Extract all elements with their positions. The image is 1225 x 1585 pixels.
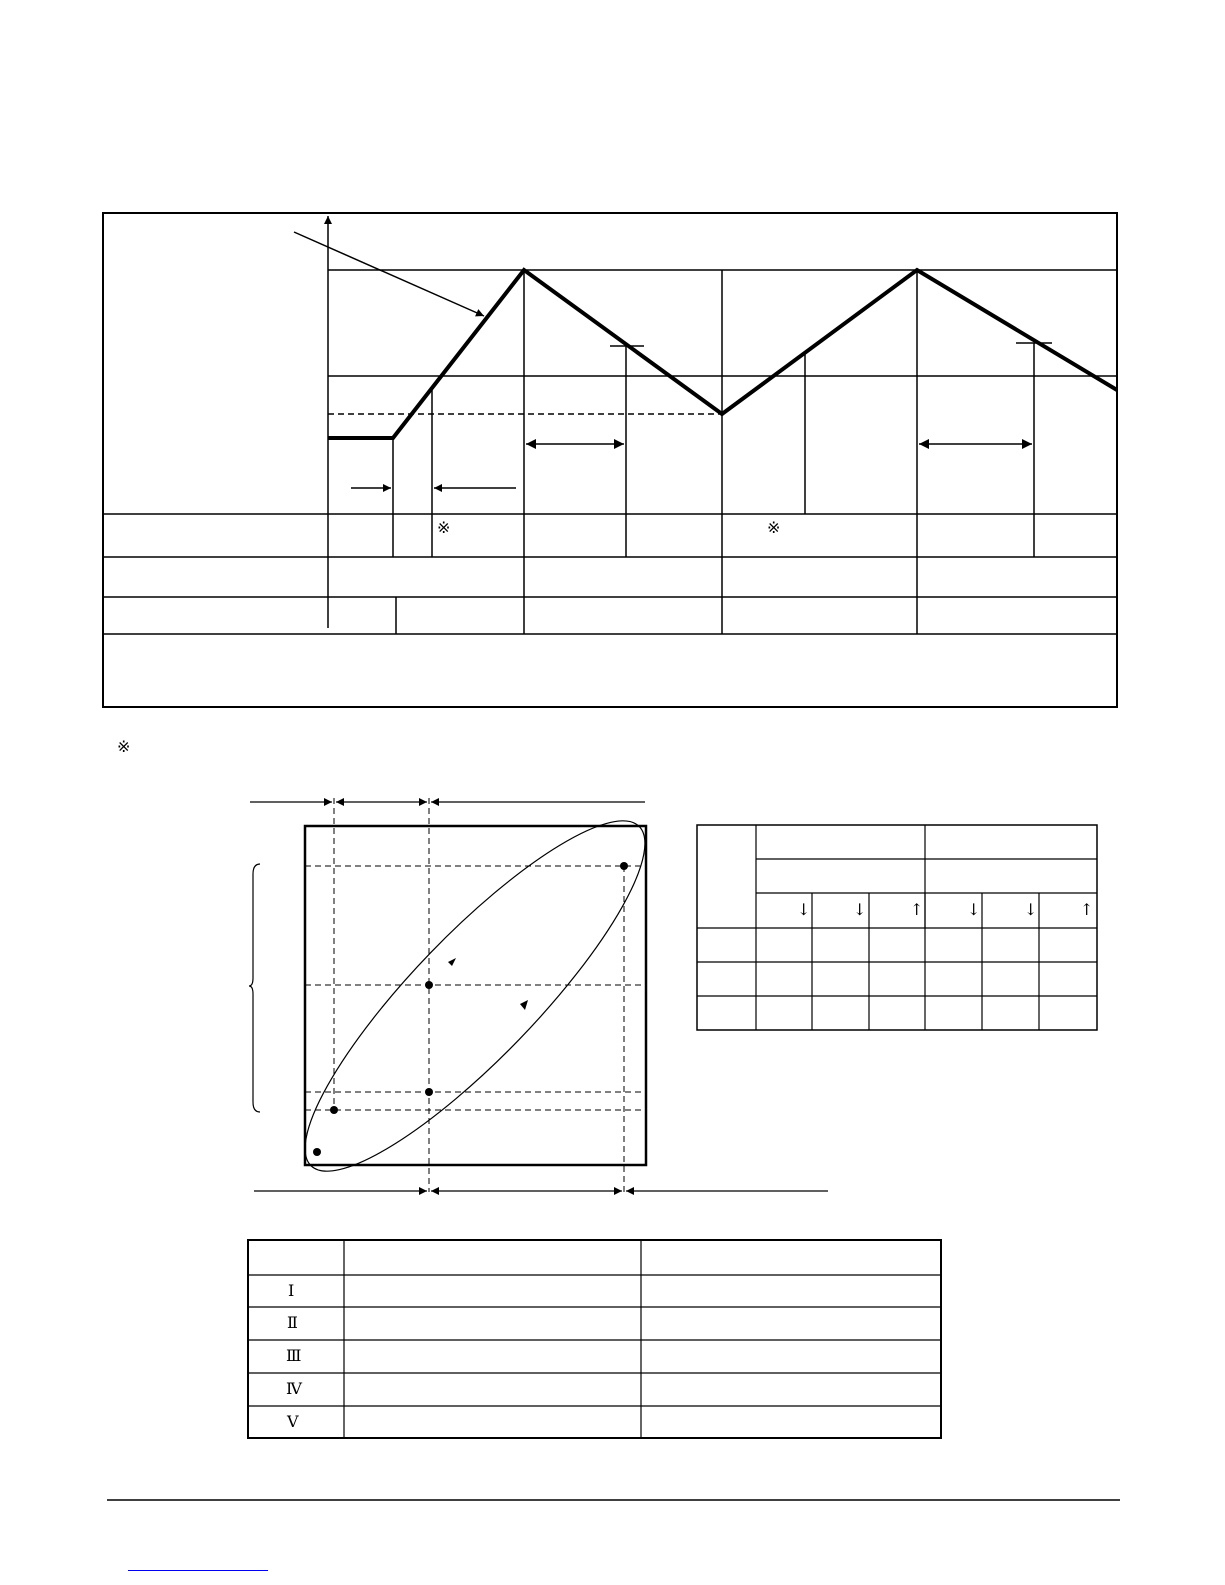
arrow-header-2: ↓ [853,900,867,919]
stage-label-3: Ⅲ [286,1346,302,1365]
footer-link-underline[interactable] [128,1570,268,1571]
loop-point-lower-mid [425,1088,433,1096]
arrow-header-4: ↓ [967,900,981,919]
arrow-header-5: ↓ [1024,900,1038,919]
arrow-header-6: ↑ [1080,900,1094,919]
page-footnote-mark: ※ [117,737,131,756]
timing-diagram [103,213,1117,707]
loop-point-left [330,1106,338,1114]
stage-label-5: Ⅴ [287,1412,299,1431]
stage-label-1: Ⅰ [288,1281,295,1300]
loop-frame [305,826,646,1165]
timing-diagram-frame [103,213,1117,707]
footnote-mark-2: ※ [767,518,781,537]
loop-point-bottom [313,1148,321,1156]
stage-table-frame [248,1240,941,1438]
arrow-header-3: ↑ [910,900,924,919]
footnote-mark-1: ※ [437,518,451,537]
loop-direction-arrow-up [520,1000,528,1010]
loop-direction-arrow-down [448,958,456,966]
stage-label-4: Ⅳ [286,1379,302,1398]
stage-table [248,1240,941,1438]
hysteresis-loop [266,783,683,1209]
stage-label-2: Ⅱ [287,1313,298,1332]
hysteresis-table [697,825,1097,1030]
left-brace [249,864,260,1112]
curve-pointer [294,232,484,316]
arrow-header-1: ↓ [797,900,811,919]
loop-point-top [620,862,628,870]
loop-point-upper-mid [425,981,433,989]
